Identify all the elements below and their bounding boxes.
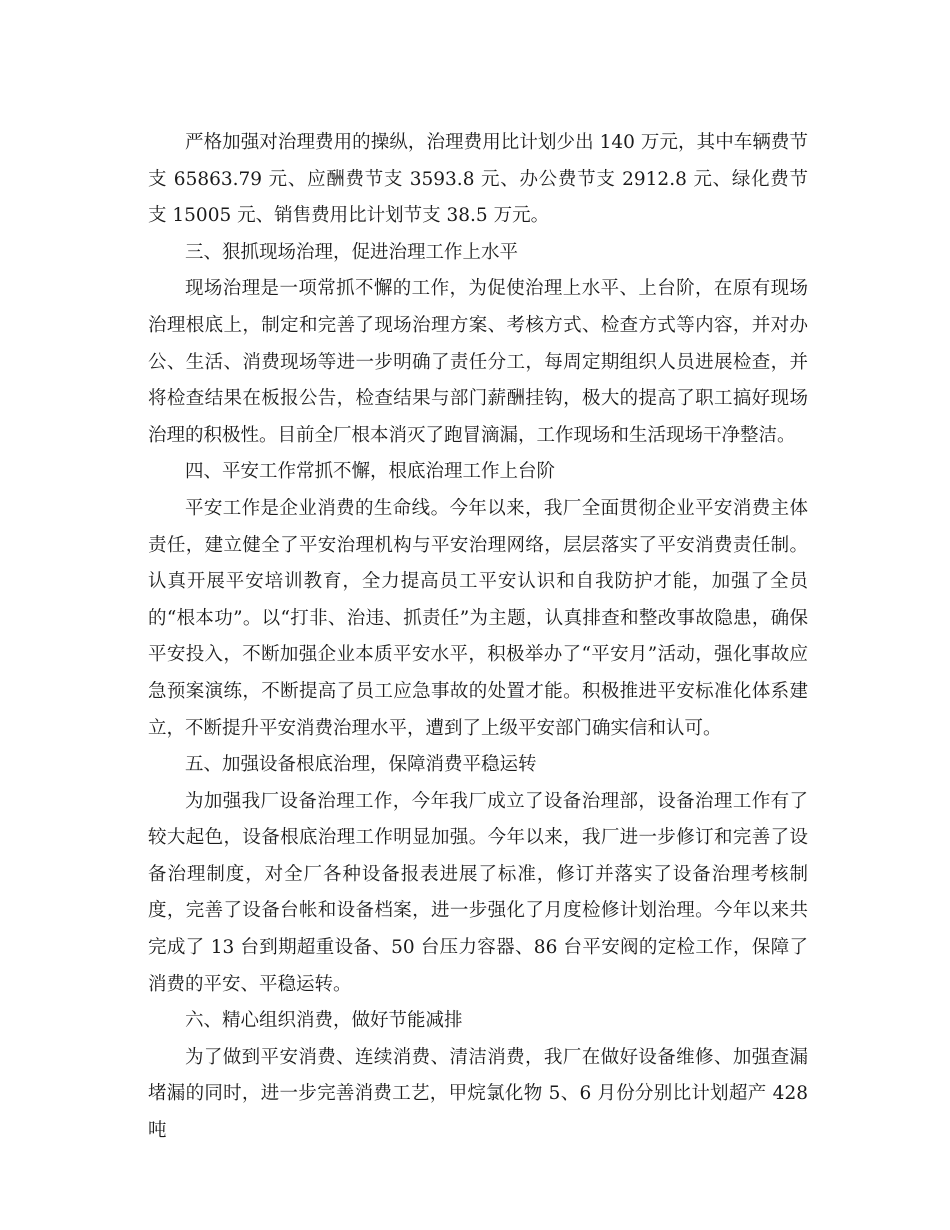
document-page bbox=[148, 125, 808, 1150]
paragraph-expense-control: 严格加强对治理费用的操纵，治理费用比计划少出 140 万元，其中车辆费节支 65863.79 元、应酬费节支 3593.8 元、办公费节支 2912.8 元、绿化费节支 15005 元、销售费用比计划节支 38.5 万元。 bbox=[148, 132, 808, 227]
section-heading-site-management: 三、狠抓现场治理，促进治理工作上水平 bbox=[185, 241, 519, 263]
paragraph-site-management: 现场治理是一项常抓不懈的工作，为促使治理上水平、上台阶，在原有现场治理根底上，制定和完善了现场治理方案、考核方式、检查方式等内容，并对办公、生活、消费现场等进一步明确了责任分工，每周定期组织人员进展检查，并将检查结果在板报公告，检查结果与部门薪酬挂钩，极大的提高了职工搞好现场治理的积极性。目前全厂根本消灭了跑冒滴漏，工作现场和生活现场干净整洁。 bbox=[148, 278, 808, 446]
paragraph-safety: 平安工作是企业消费的生命线。今年以来，我厂全面贯彻企业平安消费主体责任，建立健全了平安治理机构与平安治理网络，层层落实了平安消费责任制。认真开展平安培训教育，全力提高员工平安认识和自我防护才能，加强了全员的“根本功”。以“打非、治违、抓责任”为主题，认真排查和整改事故隐患，确保平安投入，不断加强企业本质平安水平，积极举办了“平安月”活动，强化事故应急预案演练，不断提高了员工应急事故的处置才能。积极推进平安标准化体系建立，不断提升平安消费治理水平，遭到了上级平安部门确实信和认可。 bbox=[148, 497, 808, 739]
paragraph-production: 为了做到平安消费、连续消费、清洁消费，我厂在做好设备维修、加强查漏堵漏的同时，进一步完善消费工艺，甲烷氯化物 5、6 月份分别比计划超产 428 吨 bbox=[148, 1046, 808, 1142]
paragraph-equipment: 为加强我厂设备治理工作，今年我厂成立了设备治理部，设备治理工作有了较大起色，设备根底治理工作明显加强。今年以来，我厂进一步修订和完善了设备治理制度，对全厂各种设备报表进展了标准，修订并落实了设备治理考核制度，完善了设备台帐和设备档案，进一步强化了月度检修计划治理。今年以来共完成了 13 台到期超重设备、50 台压力容器、86 台平安阀的定检工作，保障了消费的平安、平稳运转。 bbox=[148, 790, 808, 995]
section-heading-production: 六、精心组织消费，做好节能减排 bbox=[185, 1010, 463, 1032]
section-heading-safety: 四、平安工作常抓不懈，根底治理工作上台阶 bbox=[185, 461, 556, 483]
section-heading-equipment: 五、加强设备根底治理，保障消费平稳运转 bbox=[185, 754, 537, 776]
